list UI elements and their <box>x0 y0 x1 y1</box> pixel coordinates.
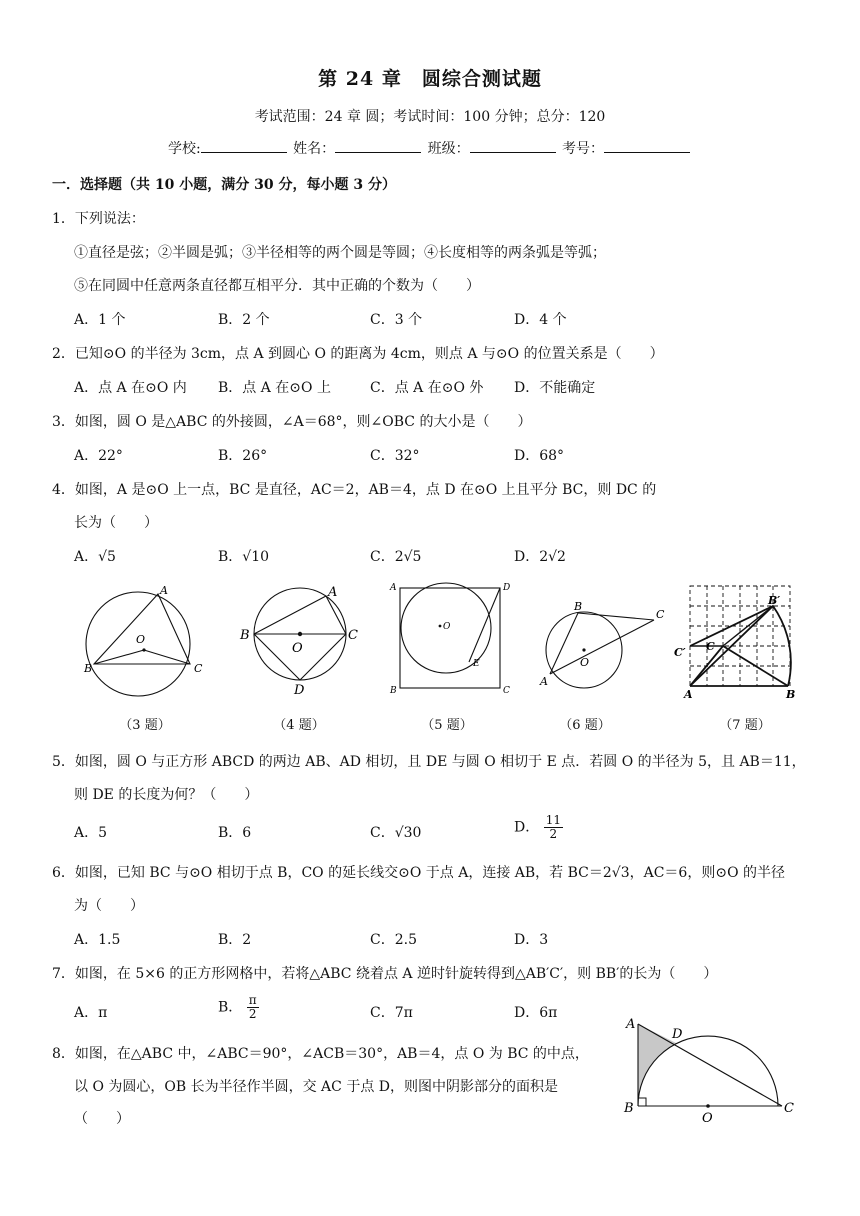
figure-caption: （4 题） <box>273 718 325 733</box>
option[interactable]: D．68° <box>514 448 565 464</box>
option[interactable]: B．2 个 <box>218 312 270 328</box>
option[interactable]: A．22° <box>74 448 123 464</box>
question-text: 3．如图，圆 O 是△ABC 的外接圆，∠A＝68°，则∠OBC 的大小是（ ） <box>52 414 532 430</box>
figure-7 <box>674 586 795 701</box>
label: B <box>390 686 397 696</box>
figure-caption: （6 题） <box>559 718 611 733</box>
label: O <box>702 1111 713 1126</box>
option[interactable]: C．2.5 <box>370 932 417 948</box>
question-text: 8．如图，在△ABC 中，∠ABC＝90°，∠ACB＝30°，AB＝4，点 O 为 BC 的中点， <box>52 1046 589 1062</box>
label: D <box>503 583 511 593</box>
exam-info: 考试范围：24 章 圆；考试时间：100 分钟；总分：120 <box>254 109 606 125</box>
option[interactable]: C．点 A 在⊙O 外 <box>370 380 484 396</box>
option[interactable]: B．2 <box>218 932 252 948</box>
figure-caption: （3 题） <box>119 718 171 733</box>
question-text: 长为（ ） <box>74 515 158 531</box>
label: C <box>706 640 715 653</box>
label: C′ <box>674 646 686 659</box>
label: B <box>84 662 93 675</box>
question-text: 2．已知⊙O 的半径为 3cm，点 A 到圆心 O 的距离为 4cm，则点 A 与⊙O 的位置关系是（ ） <box>52 346 664 362</box>
figure-3 <box>83 584 203 696</box>
student-info-row <box>0 138 860 158</box>
option[interactable]: C．√30 <box>370 825 422 841</box>
label: A <box>684 688 693 701</box>
class-blank[interactable] <box>470 138 556 153</box>
label: C <box>656 608 665 621</box>
question-text: 6．如图，已知 BC 与⊙O 相切于点 B，CO 的延长线交⊙O 于点 A，连接 AB，若 BC＝2√3，AC＝6，则⊙O 的半径 <box>52 865 786 881</box>
label: B <box>240 628 250 643</box>
figure-8 <box>620 1014 800 1128</box>
class-label: 班级： <box>427 141 470 157</box>
option[interactable]: D．不能确定 <box>514 380 596 396</box>
option[interactable]: D．2√2 <box>514 549 566 565</box>
option[interactable]: A．√5 <box>74 549 116 565</box>
option[interactable]: B． $\frac{\pi}{2}$ <box>218 993 257 1022</box>
option[interactable]: C．7π <box>370 1005 413 1021</box>
triangle <box>94 594 190 664</box>
section-heading: 一．选择题（共 10 小题，满分 30 分，每小题 3 分） <box>52 177 396 193</box>
question-text: 则 DE 的长度为何？（ ） <box>74 787 259 803</box>
figures-row <box>80 578 800 708</box>
shaded-region <box>638 1024 676 1106</box>
option[interactable]: C．2√5 <box>370 549 422 565</box>
question-text: ⑤在同圆中任意两条直径都互相平分．其中正确的个数为（ ） <box>74 278 480 294</box>
label: D <box>294 683 305 698</box>
label: A <box>160 584 168 597</box>
question-text: 7．如图，在 5×6 的正方形网格中，若将△ABC 绕着点 A 逆时针旋转得到△AB′C′，则 BB′的长为（ ） <box>52 966 718 982</box>
label: C <box>784 1101 794 1116</box>
option[interactable]: B．点 A 在⊙O 上 <box>218 380 331 396</box>
option[interactable]: B．6 <box>218 825 252 841</box>
label: O <box>292 641 303 656</box>
figure-4 <box>239 585 358 698</box>
label: A <box>540 675 548 688</box>
question-text: ①直径是弦；②半圆是弧；③半径相等的两个圆是等圆；④长度相等的两条弧是等弧； <box>74 245 606 261</box>
label: B <box>624 1101 634 1116</box>
fraction: $\frac{11}{2}$ <box>545 813 561 842</box>
name-blank[interactable] <box>335 138 421 153</box>
option[interactable]: C．3 个 <box>370 312 423 328</box>
label: C <box>503 686 510 696</box>
label: B <box>786 688 796 701</box>
option[interactable]: D． $\frac{11}{2}$ <box>514 813 561 842</box>
school-label: 学校: <box>167 141 201 157</box>
option[interactable]: A．点 A 在⊙O 内 <box>74 380 187 396</box>
option[interactable]: B．26° <box>218 448 268 464</box>
label: C <box>348 628 358 643</box>
label: C <box>194 662 203 675</box>
question-text: 以 O 为圆心，OB 长为半径作半圆，交 AC 于点 D，则图中阴影部分的面积是 <box>74 1079 558 1095</box>
name-label: 姓名： <box>293 141 336 157</box>
label: O <box>443 622 451 632</box>
label: D <box>672 1027 683 1042</box>
question-text: （ ） <box>74 1111 130 1127</box>
label: A <box>390 583 397 593</box>
school-blank[interactable] <box>201 138 287 153</box>
option[interactable]: A．π <box>74 1005 108 1021</box>
label: B <box>574 600 583 613</box>
option[interactable]: C．32° <box>370 448 420 464</box>
option[interactable]: D．6π <box>514 1005 558 1021</box>
page-title: 第 24 章 圆综合测试题 <box>318 68 542 90</box>
option[interactable]: A．1 个 <box>74 312 126 328</box>
figure-caption: （5 题） <box>421 718 473 733</box>
fraction: $\frac{\pi}{2}$ <box>248 993 257 1022</box>
label: A <box>626 1017 636 1032</box>
option[interactable]: B．√10 <box>218 549 270 565</box>
label: E <box>473 659 480 669</box>
number-blank[interactable] <box>604 138 690 153</box>
number-label: 考号： <box>562 141 605 157</box>
question-text: 为（ ） <box>74 898 144 914</box>
figure-6 <box>539 600 665 688</box>
label: B′ <box>768 594 781 607</box>
question-text: 5．如图，圆 O 与正方形 ABCD 的两边 AB、AD 相切，且 DE 与圆 O 相切于 E 点．若圆 O 的半径为 5，且 AB＝11， <box>52 754 806 770</box>
figure-5 <box>389 583 510 696</box>
option[interactable]: D．4 个 <box>514 312 567 328</box>
question-text: 4．如图，A 是⊙O 上一点，BC 是直径，AC＝2，AB＝4，点 D 在⊙O 上且平分 BC，则 DC 的 <box>52 482 657 498</box>
option[interactable]: A．1.5 <box>74 932 121 948</box>
option[interactable]: D．3 <box>514 932 549 948</box>
label: O <box>136 633 146 646</box>
question-text: 1．下列说法： <box>52 211 145 227</box>
option[interactable]: A．5 <box>74 825 108 841</box>
label: O <box>580 656 590 669</box>
figure-caption: （7 题） <box>719 718 771 733</box>
label: A <box>328 585 338 600</box>
